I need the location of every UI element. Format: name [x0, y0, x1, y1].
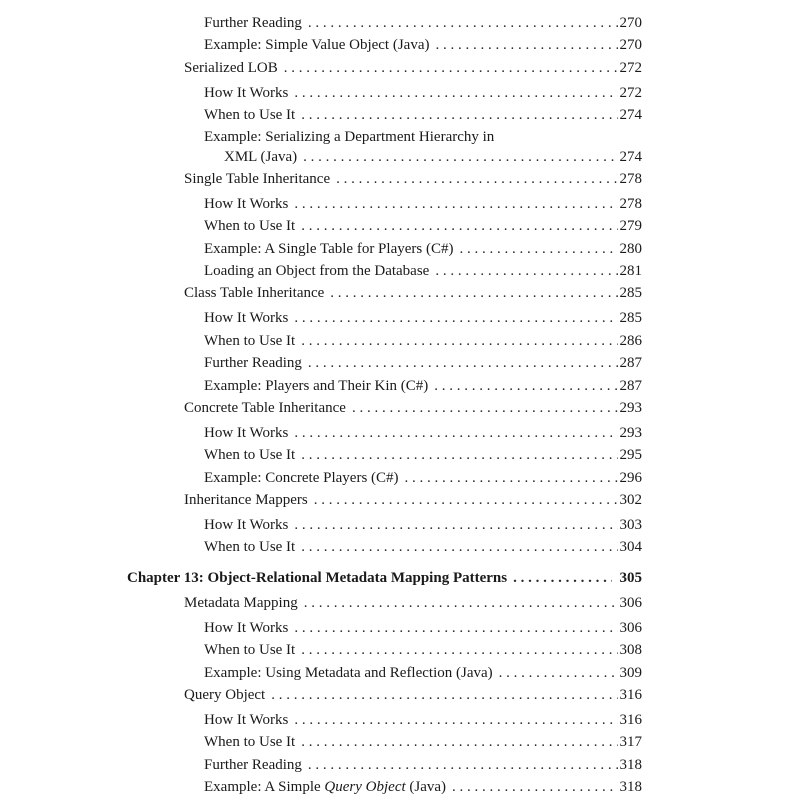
- dot-leader: [301, 216, 617, 236]
- toc-section-page: 302: [619, 492, 642, 508]
- toc-entry-page: 281: [619, 263, 642, 279]
- toc-section-title: Single Table Inheritance: [184, 171, 331, 187]
- toc-entry-title: [204, 777, 452, 797]
- dot-leader: [499, 663, 618, 683]
- dot-leader: [513, 568, 611, 588]
- toc-entry-title: Example: Players and Their Kin (C#): [204, 378, 429, 394]
- dot-leader: [301, 331, 617, 351]
- dot-leader: [271, 685, 617, 705]
- dot-leader: [294, 308, 617, 328]
- dot-leader: [294, 423, 617, 443]
- toc-entry-page: 296: [619, 470, 642, 486]
- toc-entry-title: When to Use It: [204, 447, 296, 463]
- dot-leader: [352, 398, 618, 418]
- toc-entry-title: When to Use It: [204, 333, 296, 349]
- toc-entry-title: When to Use It: [204, 218, 296, 234]
- dot-leader: [308, 13, 618, 33]
- toc-section: [184, 58, 642, 78]
- toc-entry-title: Loading an Object from the Database: [204, 263, 430, 279]
- toc-entry-page: 286: [619, 333, 642, 349]
- toc-entry-title: Example: Using Metadata and Reflection (Java): [204, 665, 493, 681]
- toc-entry-page: 274: [619, 149, 642, 165]
- toc-entry-title: Example: A Single Table for Players (C#): [204, 241, 454, 257]
- toc-entry: [204, 618, 642, 638]
- toc-chapter-title: Chapter 13: Object-Relational Metadata Mapping Patterns: [127, 570, 508, 586]
- toc-section: [184, 593, 642, 613]
- toc-entry-page: 274: [619, 107, 642, 123]
- toc-section-page: 278: [619, 171, 642, 187]
- toc-entry: [204, 261, 642, 281]
- toc-entry-page: 279: [619, 218, 642, 234]
- toc-entry-page: 285: [619, 310, 642, 326]
- toc-entry-title: When to Use It: [204, 642, 296, 658]
- toc-entry: [204, 353, 642, 373]
- dot-leader: [459, 239, 617, 259]
- toc-entry-continuation: [224, 147, 642, 167]
- toc-section: [184, 283, 642, 303]
- toc-entry: [204, 239, 642, 259]
- toc-entry-title-suffix: (Java): [405, 779, 447, 795]
- toc-entry: [204, 35, 642, 55]
- dot-leader: [294, 710, 617, 730]
- toc-entry-page: 280: [619, 241, 642, 257]
- dot-leader: [294, 83, 617, 103]
- toc-entry-title: Further Reading: [204, 355, 302, 371]
- toc-entry-page: 293: [619, 425, 642, 441]
- toc-entry: [204, 194, 642, 214]
- toc-entry-title: How It Works: [204, 425, 289, 441]
- toc-entry-title: How It Works: [204, 712, 289, 728]
- toc-section-title: Class Table Inheritance: [184, 285, 325, 301]
- toc-section-title: Concrete Table Inheritance: [184, 400, 346, 416]
- toc-entry-page: 278: [619, 196, 642, 212]
- dot-leader: [405, 468, 618, 488]
- toc-section-page: 316: [619, 687, 642, 703]
- toc-entry-title: How It Works: [204, 85, 289, 101]
- dot-leader: [308, 755, 618, 775]
- toc-entry-page: 309: [619, 665, 642, 681]
- toc-entry-page: 318: [619, 757, 642, 773]
- toc-entry: [204, 755, 642, 775]
- toc-entry-title: How It Works: [204, 517, 289, 533]
- toc-section-title: Serialized LOB: [184, 60, 278, 76]
- dot-leader: [301, 105, 617, 125]
- toc-section-page: 272: [619, 60, 642, 76]
- dot-leader: [294, 515, 617, 535]
- toc-entry-title-italic: Query Object: [324, 779, 406, 795]
- dot-leader: [301, 640, 617, 660]
- toc-entry: [204, 515, 642, 535]
- toc-chapter: [127, 568, 642, 588]
- dot-leader: [434, 376, 617, 396]
- toc-entry: [204, 423, 642, 443]
- toc-entry-title: Further Reading: [204, 15, 302, 31]
- toc-entry-page: 272: [619, 85, 642, 101]
- toc-entry-title: XML (Java): [224, 149, 298, 165]
- toc-section-title: Inheritance Mappers: [184, 492, 308, 508]
- toc-entry-page: 303: [619, 517, 642, 533]
- dot-leader: [336, 169, 617, 189]
- toc-entry-title: How It Works: [204, 310, 289, 326]
- dot-leader: [314, 490, 618, 510]
- dot-leader: [304, 593, 618, 613]
- toc-entry-title: Further Reading: [204, 757, 302, 773]
- toc-entry-page: 308: [619, 642, 642, 658]
- toc-entry: [204, 83, 642, 103]
- dot-leader: [301, 445, 617, 465]
- toc-section: [184, 685, 642, 705]
- toc-entry-page: 304: [619, 539, 642, 555]
- dot-leader: [330, 283, 617, 303]
- toc-entry: [204, 376, 642, 396]
- dot-leader: [308, 353, 618, 373]
- toc-entry: [204, 777, 642, 797]
- toc-entry-page: 318: [619, 779, 642, 795]
- dot-leader: [294, 618, 617, 638]
- toc-entry-title: Example: Serializing a Department Hierarchy in: [204, 129, 495, 145]
- dot-leader: [436, 35, 618, 55]
- toc-chapter-page: 305: [619, 570, 642, 586]
- toc-entry-page: 316: [619, 712, 642, 728]
- toc-entry: [204, 710, 642, 730]
- toc-section: [184, 490, 642, 510]
- toc-section: [184, 398, 642, 418]
- toc-section-page: 306: [619, 595, 642, 611]
- dot-leader: [452, 777, 617, 797]
- toc-entry-title: How It Works: [204, 620, 289, 636]
- toc-entry-page: 287: [619, 378, 642, 394]
- toc-entry: [204, 640, 642, 660]
- toc-entry-title: Example: Simple Value Object (Java): [204, 37, 430, 53]
- toc-section-page: 293: [619, 400, 642, 416]
- toc-entry-title: Example: Concrete Players (C#): [204, 470, 399, 486]
- toc-entry: [204, 105, 642, 125]
- dot-leader: [435, 261, 617, 281]
- toc-entry-title-prefix: Example: A Simple: [204, 779, 325, 795]
- toc-entry-page: 306: [619, 620, 642, 636]
- toc-entry-title: How It Works: [204, 196, 289, 212]
- toc-entry: [204, 216, 642, 236]
- toc-entry-title: When to Use It: [204, 734, 296, 750]
- toc-entry: [204, 13, 642, 33]
- toc-entry-title: When to Use It: [204, 107, 296, 123]
- toc-entry: [204, 308, 642, 328]
- toc-entry: [204, 127, 642, 147]
- toc-entry: [204, 537, 642, 557]
- dot-leader: [303, 147, 617, 167]
- dot-leader: [301, 537, 617, 557]
- dot-leader: [294, 194, 617, 214]
- toc-entry-page: 270: [619, 37, 642, 53]
- toc-entry-page: 270: [619, 15, 642, 31]
- toc-entry-page: 317: [619, 734, 642, 750]
- toc-entry: [204, 468, 642, 488]
- toc-entry: [204, 445, 642, 465]
- dot-leader: [284, 58, 618, 78]
- toc-section-page: 285: [619, 285, 642, 301]
- toc-entry: [204, 331, 642, 351]
- toc-entry-page: 287: [619, 355, 642, 371]
- toc-entry-title: When to Use It: [204, 539, 296, 555]
- dot-leader: [301, 732, 617, 752]
- toc-entry-page: 295: [619, 447, 642, 463]
- toc-section-title: Metadata Mapping: [184, 595, 298, 611]
- toc-entry: [204, 663, 642, 683]
- toc-section: [184, 169, 642, 189]
- toc-entry: [204, 732, 642, 752]
- toc-section-title: Query Object: [184, 687, 266, 703]
